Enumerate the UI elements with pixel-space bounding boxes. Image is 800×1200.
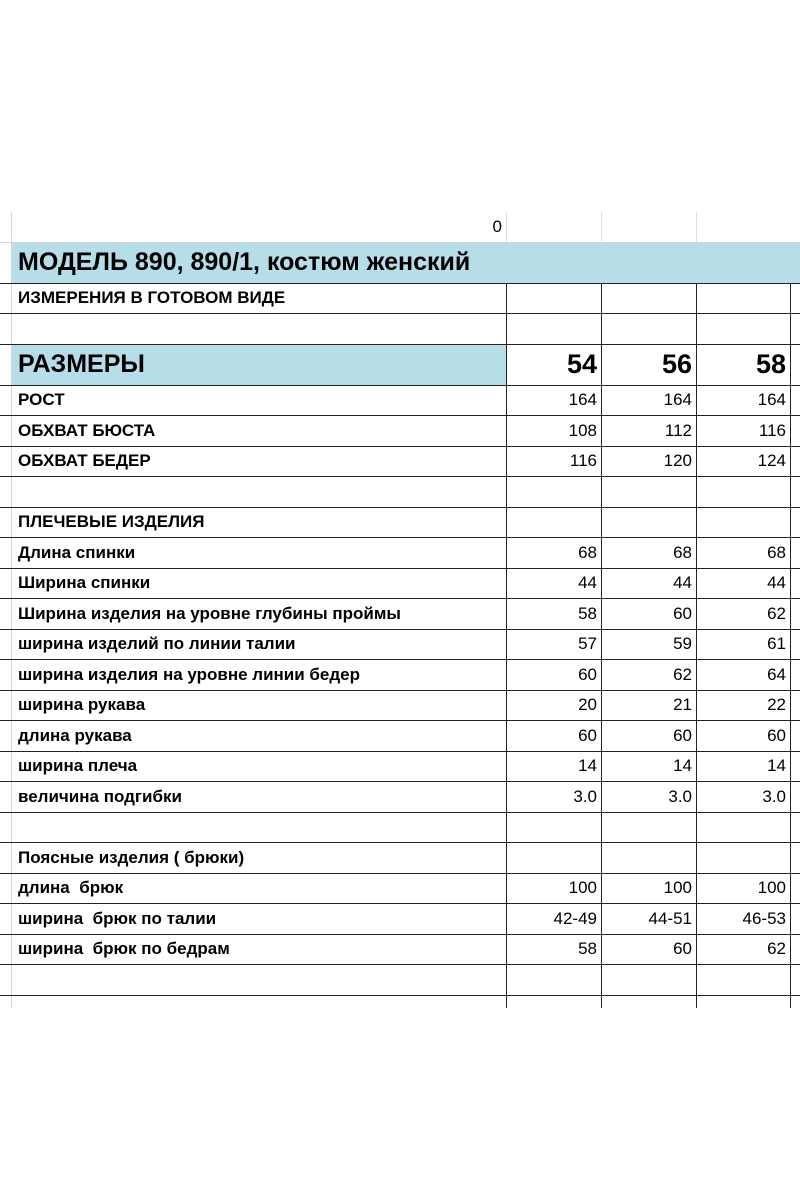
table-row	[0, 904, 800, 935]
row-value: 62	[767, 939, 786, 959]
row-value: 58	[578, 603, 597, 623]
table-row	[0, 721, 800, 752]
table-row	[0, 752, 800, 783]
header-value: 0	[492, 216, 502, 236]
row-value: 44	[578, 573, 597, 593]
row-label: ширина плеча	[18, 756, 138, 776]
row-value: 124	[757, 451, 786, 471]
table-row	[0, 630, 800, 661]
row-value: 21	[673, 695, 692, 715]
empty-row	[0, 965, 800, 996]
row-value: 44-51	[648, 908, 692, 928]
row-value: 68	[767, 542, 786, 562]
row-label: Ширина изделия на уровне глубины проймы	[18, 603, 401, 623]
row-value: 108	[568, 420, 597, 440]
size-header: 54	[566, 349, 597, 379]
row-value: 60	[578, 664, 597, 684]
section-title: Поясные изделия ( брюки)	[18, 847, 245, 867]
row-label: Ширина спинки	[18, 573, 151, 593]
sizes-label: РАЗМЕРЫ	[18, 350, 145, 378]
row-value: 59	[673, 634, 692, 654]
table-row	[0, 538, 800, 569]
row-value: 100	[568, 878, 597, 898]
header-row	[0, 212, 800, 243]
table-row	[0, 874, 800, 905]
row-label: ширина брюк по талии	[18, 908, 217, 928]
row-label: ширина изделий по линии талии	[18, 634, 296, 654]
row-value: 42-49	[553, 908, 597, 928]
subtitle-row	[0, 284, 800, 315]
table-row	[0, 569, 800, 600]
empty-row	[0, 477, 800, 508]
empty-row	[0, 996, 800, 1008]
row-value: 60	[767, 725, 786, 745]
row-label: величина подгибки	[18, 786, 182, 806]
row-label: ширина изделия на уровне линии бедер	[18, 664, 361, 684]
empty-row	[0, 314, 800, 345]
row-value: 46-53	[742, 908, 786, 928]
size-header: 56	[661, 349, 692, 379]
row-value: 116	[569, 451, 597, 471]
row-value: 112	[664, 420, 692, 440]
row-value: 44	[673, 573, 692, 593]
section-header-row	[0, 843, 800, 874]
size-header: 58	[755, 349, 786, 379]
table-row	[0, 782, 800, 813]
table-row	[0, 935, 800, 966]
row-label: ОБХВАТ БЮСТА	[18, 420, 156, 440]
row-value: 14	[767, 756, 786, 776]
section-title: ПЛЕЧЕВЫЕ ИЗДЕЛИЯ	[18, 512, 205, 532]
row-value: 3.0	[573, 786, 597, 806]
row-value: 60	[673, 603, 692, 623]
row-label: ОБХВАТ БЕДЕР	[18, 451, 151, 471]
row-value: 64	[767, 664, 786, 684]
table-row	[0, 599, 800, 630]
row-value: 61	[767, 634, 786, 654]
row-value: 60	[673, 725, 692, 745]
row-value: 164	[757, 390, 786, 410]
row-value: 14	[578, 756, 597, 776]
table-row	[0, 660, 800, 691]
row-value: 100	[757, 878, 786, 898]
row-value: 62	[767, 603, 786, 623]
row-value: 120	[663, 451, 692, 471]
row-label: длина рукава	[18, 725, 132, 745]
measurements-subtitle: ИЗМЕРЕНИЯ В ГОТОВОМ ВИДЕ	[18, 288, 286, 308]
row-value: 60	[673, 939, 692, 959]
empty-row	[0, 813, 800, 844]
row-label: ширина рукава	[18, 695, 146, 715]
row-value: 3.0	[668, 786, 692, 806]
row-value: 3.0	[762, 786, 786, 806]
row-label: РОСТ	[18, 390, 65, 410]
row-value: 57	[578, 634, 597, 654]
table-row	[0, 447, 800, 478]
row-value: 68	[578, 542, 597, 562]
row-value: 60	[578, 725, 597, 745]
row-value: 22	[767, 695, 786, 715]
row-value: 116	[758, 420, 786, 440]
row-label: ширина брюк по бедрам	[18, 939, 230, 959]
row-value: 20	[578, 695, 597, 715]
row-value: 44	[767, 573, 786, 593]
table-row	[0, 416, 800, 447]
title-row	[0, 243, 800, 284]
row-value: 14	[673, 756, 692, 776]
row-value: 58	[578, 939, 597, 959]
row-label: Длина спинки	[18, 542, 136, 562]
table-row	[0, 691, 800, 722]
size-chart-sheet	[0, 212, 800, 1008]
row-value: 68	[673, 542, 692, 562]
row-value: 164	[568, 390, 597, 410]
page-title: МОДЕЛЬ 890, 890/1, костюм женский	[18, 248, 471, 276]
row-value: 100	[663, 878, 692, 898]
row-value: 164	[663, 390, 692, 410]
table-row	[0, 386, 800, 417]
row-value: 62	[673, 664, 692, 684]
row-label: длина брюк	[18, 878, 124, 898]
section-header-row	[0, 508, 800, 539]
sizes-header-row	[0, 345, 800, 386]
